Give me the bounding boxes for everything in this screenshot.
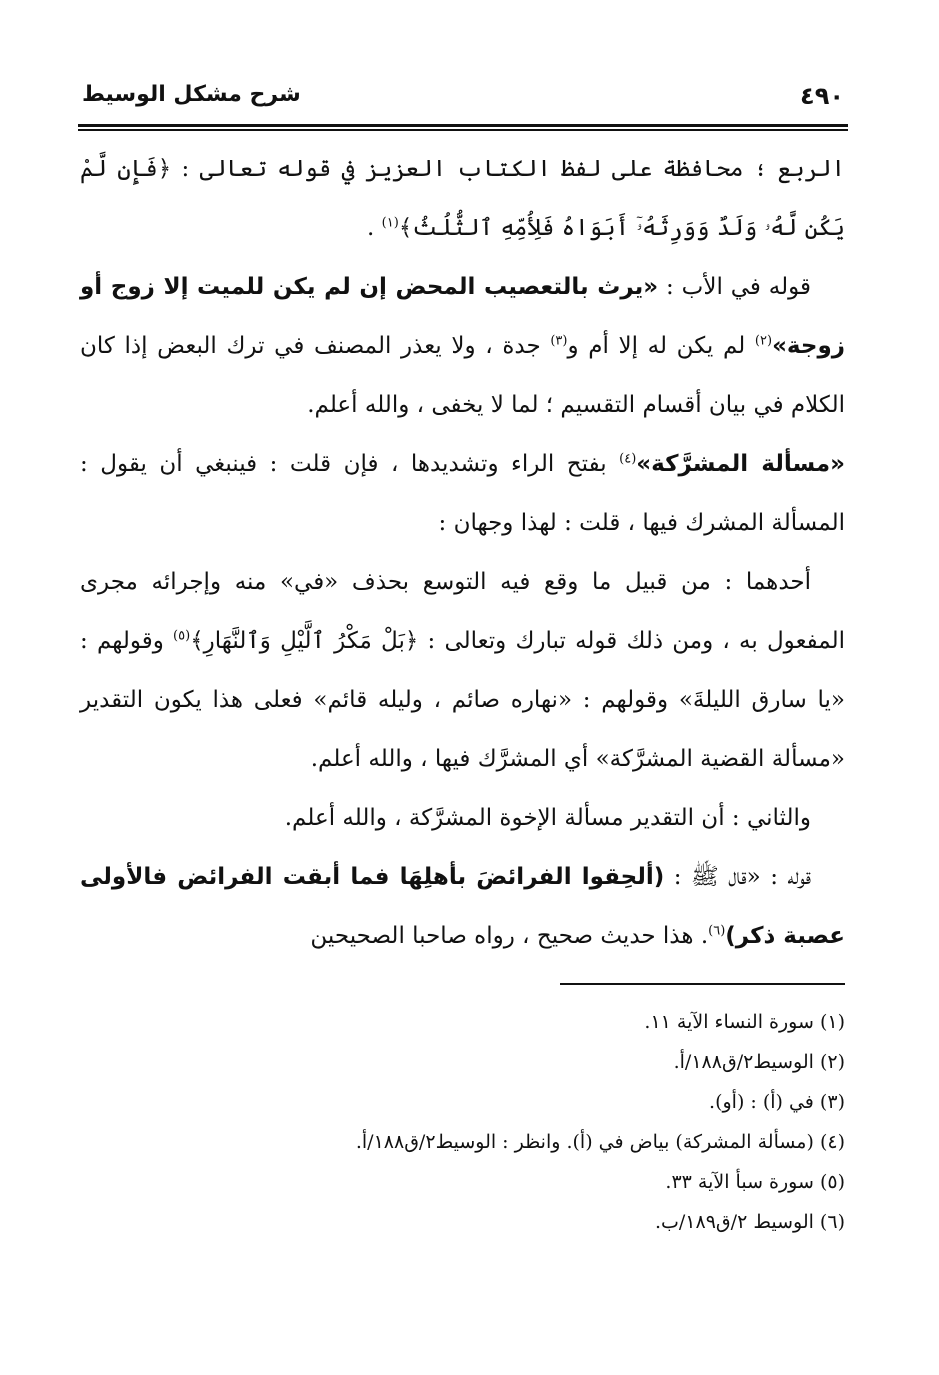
- footnote-ref: (٢): [754, 333, 773, 349]
- header-rule-thick: [78, 124, 848, 127]
- text: . هذا حديث صحيح ، رواه صاحبا الصحيحين: [310, 923, 709, 949]
- footnote-separator: [560, 983, 845, 985]
- text: بفتح الراء وتشديدها ، فإن قلت : فينبغي أن يقول : المسألة المشرك فيها ، قلت : لهذا وجهان :: [80, 451, 845, 536]
- paragraph-5: والثاني : أن التقدير مسألة الإخوة المشرَّكة ، والله أعلم.: [284, 805, 811, 831]
- hadith-text: (ألحِقوا الفرائضَ بأهلِهَا فما أبقت الفرائض فالأولى عصبة ذكر): [80, 864, 845, 949]
- footnotes: [300, 1002, 845, 1242]
- footnote-1: (١) سورة النساء الآية ١١.: [644, 1011, 845, 1033]
- footnote-6: (٦) الوسيط ٢/ق١٨٩/ب.: [654, 1211, 845, 1233]
- paragraph-1: [80, 140, 845, 258]
- text: الربع ؛ محافظة على لفظ الكتاب العزيز في قوله تعالى :: [171, 156, 845, 182]
- paragraph-3: [80, 435, 845, 553]
- footnote-3: (٣) في (أ) : (أو).: [709, 1091, 845, 1113]
- footnote-ref: (١): [381, 215, 399, 231]
- paragraph-4: [80, 553, 845, 789]
- text: قوله في الأب :: [658, 274, 811, 300]
- quoted-text: «يرث بالتعصيب المحض إن لم يكن للميت إلا زوج أو زوجة»: [80, 274, 845, 359]
- text: جدة ، ولا يعذر المصنف في ترك البعض إذا كان الكلام في بيان أقسام التقسيم ؛ لما لا يخفى ، والله أعلم.: [80, 333, 845, 418]
- text: أحدهما : من قبيل ما وقع فيه التوسع بحذف «في» منه وإجرائه مجرى المفعول به ، ومن ذلك قوله تبارك وتعالى :: [80, 569, 845, 654]
- footnote-4: (٤) (مسألة المشركة) بياض في (أ). وانظر : الوسيط٢/ق١٨٨/أ.: [355, 1131, 845, 1153]
- header-rule-thin: [78, 129, 848, 131]
- paragraph-6: [80, 848, 845, 966]
- footnote-5: (٥) سورة سبأ الآية ٣٣.: [665, 1171, 845, 1193]
- page-number: ٤٩٠: [800, 82, 844, 110]
- page-header: [82, 82, 844, 122]
- quoted-text: «مسألة المشرَّكة»: [636, 451, 845, 477]
- book-title: شرح مشكل الوسيط: [82, 82, 301, 107]
- text: قوله : «قال ﷺ :: [664, 864, 812, 890]
- footnote-ref: (٣): [550, 333, 568, 349]
- text: لم يكن له إلا أم و: [567, 333, 755, 359]
- footnote-ref: (٤): [619, 451, 637, 467]
- quran-verse: ﴿بَلْ مَكْرُ ٱلَّيْلِ وَٱلنَّهَارِ﴾: [190, 628, 419, 654]
- text: وقولهم : «يا سارق الليلةَ» وقولهم : «نهاره صائم ، وليله قائم» فعلى هذا يكون التقدير «مسألة القضية المشرَّكة» أي المشرَّك فيها ، والله أعلم.: [80, 628, 845, 772]
- footnote-ref: (٦): [708, 923, 726, 939]
- footnote-ref: (٥): [173, 628, 191, 644]
- paragraph-2: [80, 258, 845, 435]
- quran-verse: ﴿فَإِن لَّمْ يَكُن لَّهُۥ وَلَدٌ وَوَرِثَهُۥٓ أَبَوَاهُ فَلِأُمِّهِ ٱلثُّلُثُ﴾: [80, 156, 845, 241]
- text: .: [367, 215, 382, 241]
- footnote-2: (٢) الوسيط٢/ق١٨٨/أ.: [673, 1051, 845, 1073]
- main-text: [80, 140, 845, 966]
